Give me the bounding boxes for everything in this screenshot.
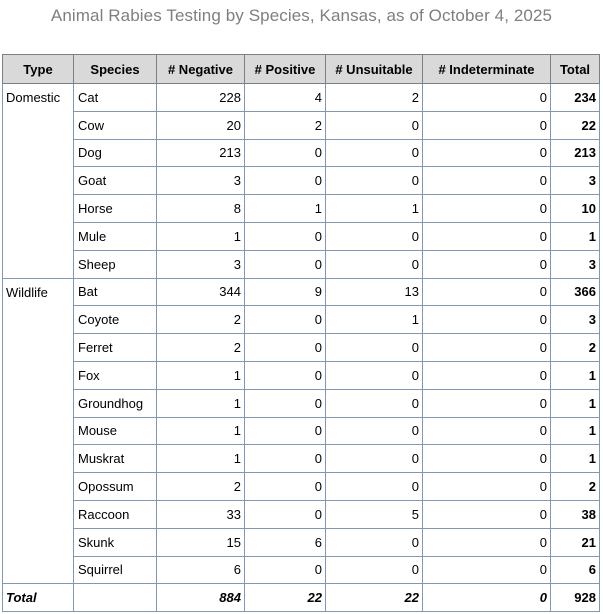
indeterminate-cell: 0 (423, 417, 551, 445)
grand-total-cell: 928 (551, 584, 600, 612)
unsuitable-cell: 0 (326, 361, 423, 389)
negative-cell: 6 (157, 556, 245, 584)
unsuitable-cell: 13 (326, 278, 423, 306)
table-row (3, 334, 600, 362)
negative-cell: 1 (157, 389, 245, 417)
table-body (3, 84, 600, 584)
positive-cell: 4 (245, 84, 326, 112)
table-row (3, 111, 600, 139)
positive-cell: 2 (245, 111, 326, 139)
negative-cell: 2 (157, 334, 245, 362)
row-total-cell: 366 (551, 278, 600, 306)
unsuitable-cell: 0 (326, 389, 423, 417)
unsuitable-cell: 0 (326, 111, 423, 139)
positive-cell: 0 (245, 250, 326, 278)
negative-cell: 344 (157, 278, 245, 306)
indeterminate-cell: 0 (423, 334, 551, 362)
positive-cell: 0 (245, 389, 326, 417)
type-cell: Domestic (3, 84, 74, 279)
row-total-cell: 1 (551, 361, 600, 389)
row-total-cell: 21 (551, 528, 600, 556)
total-unsuitable-cell: 22 (326, 584, 423, 612)
unsuitable-cell: 0 (326, 417, 423, 445)
rabies-testing-table (2, 54, 600, 612)
indeterminate-cell: 0 (423, 473, 551, 501)
row-total-cell: 3 (551, 306, 600, 334)
negative-cell: 1 (157, 361, 245, 389)
unsuitable-cell: 0 (326, 250, 423, 278)
species-cell: Mule (74, 222, 157, 250)
negative-cell: 33 (157, 500, 245, 528)
column-header-negative: # Negative (157, 55, 245, 84)
column-header-type: Type (3, 55, 74, 84)
row-total-cell: 1 (551, 222, 600, 250)
column-header-total: Total (551, 55, 600, 84)
table-row (3, 139, 600, 167)
indeterminate-cell: 0 (423, 167, 551, 195)
row-total-cell: 213 (551, 139, 600, 167)
indeterminate-cell: 0 (423, 195, 551, 223)
table-row (3, 278, 600, 306)
table-row (3, 306, 600, 334)
row-total-cell: 38 (551, 500, 600, 528)
species-cell: Skunk (74, 528, 157, 556)
positive-cell: 0 (245, 473, 326, 501)
unsuitable-cell: 0 (326, 528, 423, 556)
indeterminate-cell: 0 (423, 361, 551, 389)
row-total-cell: 22 (551, 111, 600, 139)
table-total-row (3, 584, 600, 612)
negative-cell: 2 (157, 306, 245, 334)
table-row (3, 84, 600, 112)
indeterminate-cell: 0 (423, 278, 551, 306)
total-indeterminate-cell: 0 (423, 584, 551, 612)
table-row (3, 167, 600, 195)
species-cell: Groundhog (74, 389, 157, 417)
negative-cell: 20 (157, 111, 245, 139)
species-cell: Squirrel (74, 556, 157, 584)
row-total-cell: 1 (551, 445, 600, 473)
table-row (3, 222, 600, 250)
positive-cell: 0 (245, 361, 326, 389)
species-cell: Fox (74, 361, 157, 389)
species-cell: Mouse (74, 417, 157, 445)
row-total-cell: 3 (551, 167, 600, 195)
type-cell: Wildlife (3, 278, 74, 584)
indeterminate-cell: 0 (423, 306, 551, 334)
species-cell: Ferret (74, 334, 157, 362)
unsuitable-cell: 2 (326, 84, 423, 112)
species-cell: Coyote (74, 306, 157, 334)
negative-cell: 228 (157, 84, 245, 112)
row-total-cell: 234 (551, 84, 600, 112)
total-row-label: Total (3, 584, 74, 612)
table-row (3, 556, 600, 584)
row-total-cell: 2 (551, 473, 600, 501)
row-total-cell: 10 (551, 195, 600, 223)
column-header-unsuitable: # Unsuitable (326, 55, 423, 84)
negative-cell: 2 (157, 473, 245, 501)
positive-cell: 1 (245, 195, 326, 223)
unsuitable-cell: 0 (326, 222, 423, 250)
negative-cell: 15 (157, 528, 245, 556)
negative-cell: 3 (157, 167, 245, 195)
species-cell: Dog (74, 139, 157, 167)
table-row (3, 361, 600, 389)
species-cell: Bat (74, 278, 157, 306)
total-positive-cell: 22 (245, 584, 326, 612)
negative-cell: 1 (157, 222, 245, 250)
unsuitable-cell: 0 (326, 139, 423, 167)
species-cell: Cat (74, 84, 157, 112)
table-row (3, 195, 600, 223)
table-row (3, 445, 600, 473)
positive-cell: 0 (245, 167, 326, 195)
row-total-cell: 3 (551, 250, 600, 278)
unsuitable-cell: 5 (326, 500, 423, 528)
species-cell: Raccoon (74, 500, 157, 528)
table-row (3, 528, 600, 556)
indeterminate-cell: 0 (423, 139, 551, 167)
indeterminate-cell: 0 (423, 222, 551, 250)
row-total-cell: 1 (551, 417, 600, 445)
negative-cell: 3 (157, 250, 245, 278)
negative-cell: 8 (157, 195, 245, 223)
positive-cell: 0 (245, 445, 326, 473)
species-cell: Goat (74, 167, 157, 195)
table-row (3, 500, 600, 528)
indeterminate-cell: 0 (423, 84, 551, 112)
indeterminate-cell: 0 (423, 111, 551, 139)
indeterminate-cell: 0 (423, 389, 551, 417)
negative-cell: 213 (157, 139, 245, 167)
positive-cell: 0 (245, 306, 326, 334)
column-header-positive: # Positive (245, 55, 326, 84)
row-total-cell: 1 (551, 389, 600, 417)
unsuitable-cell: 0 (326, 334, 423, 362)
unsuitable-cell: 0 (326, 167, 423, 195)
negative-cell: 1 (157, 445, 245, 473)
indeterminate-cell: 0 (423, 556, 551, 584)
positive-cell: 0 (245, 139, 326, 167)
indeterminate-cell: 0 (423, 528, 551, 556)
column-header-indeterminate: # Indeterminate (423, 55, 551, 84)
species-cell: Sheep (74, 250, 157, 278)
positive-cell: 0 (245, 334, 326, 362)
unsuitable-cell: 0 (326, 556, 423, 584)
total-negative-cell: 884 (157, 584, 245, 612)
negative-cell: 1 (157, 417, 245, 445)
species-cell: Cow (74, 111, 157, 139)
positive-cell: 6 (245, 528, 326, 556)
table-row (3, 389, 600, 417)
species-cell: Muskrat (74, 445, 157, 473)
table-row (3, 473, 600, 501)
positive-cell: 0 (245, 417, 326, 445)
positive-cell: 9 (245, 278, 326, 306)
species-cell: Opossum (74, 473, 157, 501)
unsuitable-cell: 0 (326, 473, 423, 501)
column-header-species: Species (74, 55, 157, 84)
positive-cell: 0 (245, 222, 326, 250)
species-cell: Horse (74, 195, 157, 223)
unsuitable-cell: 1 (326, 195, 423, 223)
page-title: Animal Rabies Testing by Species, Kansas, as of October 4, 2025 (50, 6, 553, 25)
table-row (3, 250, 600, 278)
table-row (3, 417, 600, 445)
row-total-cell: 2 (551, 334, 600, 362)
indeterminate-cell: 0 (423, 500, 551, 528)
row-total-cell: 6 (551, 556, 600, 584)
table-header-row (3, 55, 600, 84)
positive-cell: 0 (245, 500, 326, 528)
unsuitable-cell: 1 (326, 306, 423, 334)
indeterminate-cell: 0 (423, 445, 551, 473)
positive-cell: 0 (245, 556, 326, 584)
unsuitable-cell: 0 (326, 445, 423, 473)
total-row-species-empty (74, 584, 157, 612)
indeterminate-cell: 0 (423, 250, 551, 278)
